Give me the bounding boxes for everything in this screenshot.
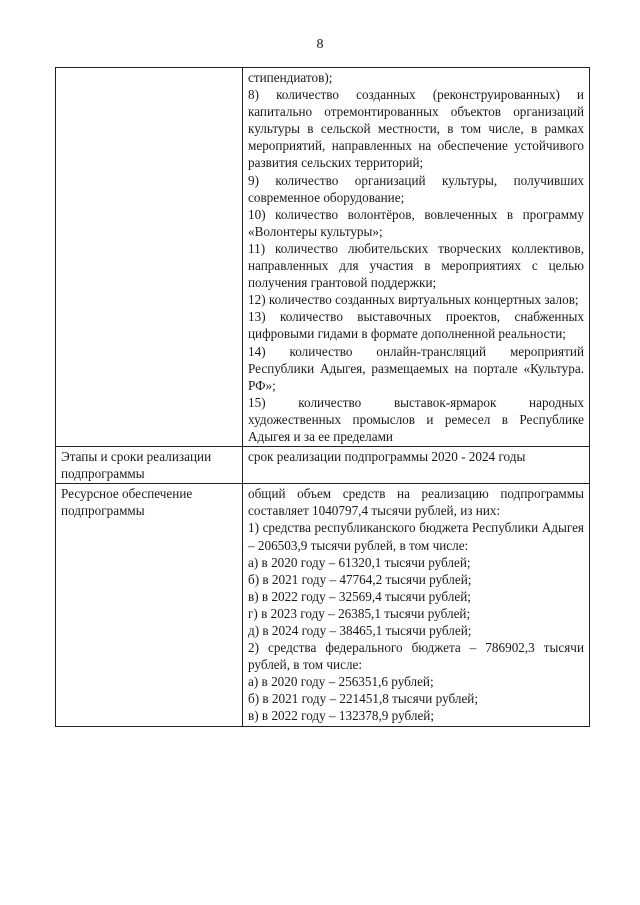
table-row [56, 447, 590, 484]
content-line: г) в 2023 году – 26385,1 тысячи рублей; [248, 605, 471, 621]
content-line: 12) количество созданных виртуальных концертных залов; [248, 292, 579, 308]
table-row [56, 484, 590, 726]
row-content [243, 447, 590, 484]
content-line: 14) количество онлайн-трансляций мероприятий Республики Адыгея, размещаемых на портале «Культура. РФ»; [248, 343, 584, 393]
row-label: Этапы и сроки реализации подпрограммы [56, 447, 243, 484]
content-line: в) в 2022 году – 132378,9 рублей; [248, 708, 435, 724]
content-line: 11) количество любительских творческих коллективов, направленных для участия в мероприятиях с целью получения грантовой поддержки; [248, 240, 584, 291]
subprogram-passport-table [55, 67, 590, 727]
row-content [243, 68, 590, 447]
content-line: 10) количество волонтёров, вовлеченных в программу «Волонтеры культуры»; [248, 206, 584, 239]
content-line: б) в 2021 году – 221451,8 тысячи рублей; [248, 691, 479, 707]
content-line: а) в 2020 году – 61320,1 тысячи рублей; [248, 554, 471, 570]
row-content [243, 484, 590, 726]
content-line: 1) средства республиканского бюджета Республики Адыгея – 206503,9 тысячи рублей, в том числе: [248, 520, 584, 553]
content-line: а) в 2020 году – 256351,6 рублей; [248, 674, 434, 690]
content-line: в) в 2022 году – 32569,4 тысячи рублей; [248, 588, 471, 604]
content-line: стипендиатов); [248, 70, 333, 85]
table-row [56, 68, 590, 447]
content-line: д) в 2024 году – 38465,1 тысячи рублей; [248, 623, 472, 638]
content-line: 15) количество выставок-ярмарок народных художественных промыслов и ремесел в Республике Адыгея и за ее пределами [248, 394, 584, 444]
content-line: общий объем средств на реализацию подпрограммы составляет 1040797,4 тысячи рублей, из них: [248, 486, 584, 519]
row-label: Ресурсное обеспечение подпрограммы [56, 484, 243, 726]
content-line: б) в 2021 году – 47764,2 тысячи рублей; [248, 571, 472, 587]
content-line: срок реализации подпрограммы 2020 - 2024 годы [248, 449, 526, 465]
row-label [56, 68, 243, 447]
content-line: 9) количество организаций культуры, получивших современное оборудование; [248, 172, 584, 205]
page-number: 8 [316, 37, 324, 52]
content-line: 2) средства федерального бюджета – 786902,3 тысячи рублей, в том числе: [248, 640, 584, 673]
content-line: 13) количество выставочных проектов, снабженных цифровыми гидами в формате дополненной реальности; [248, 309, 584, 342]
content-line: 8) количество созданных (реконструированных) и капитально отремонтированных объектов организаций культуры в сельской местности, в том числе, в рамках мероприятий, направленных на обеспечение устойчивого развития сельских территорий; [248, 87, 584, 171]
